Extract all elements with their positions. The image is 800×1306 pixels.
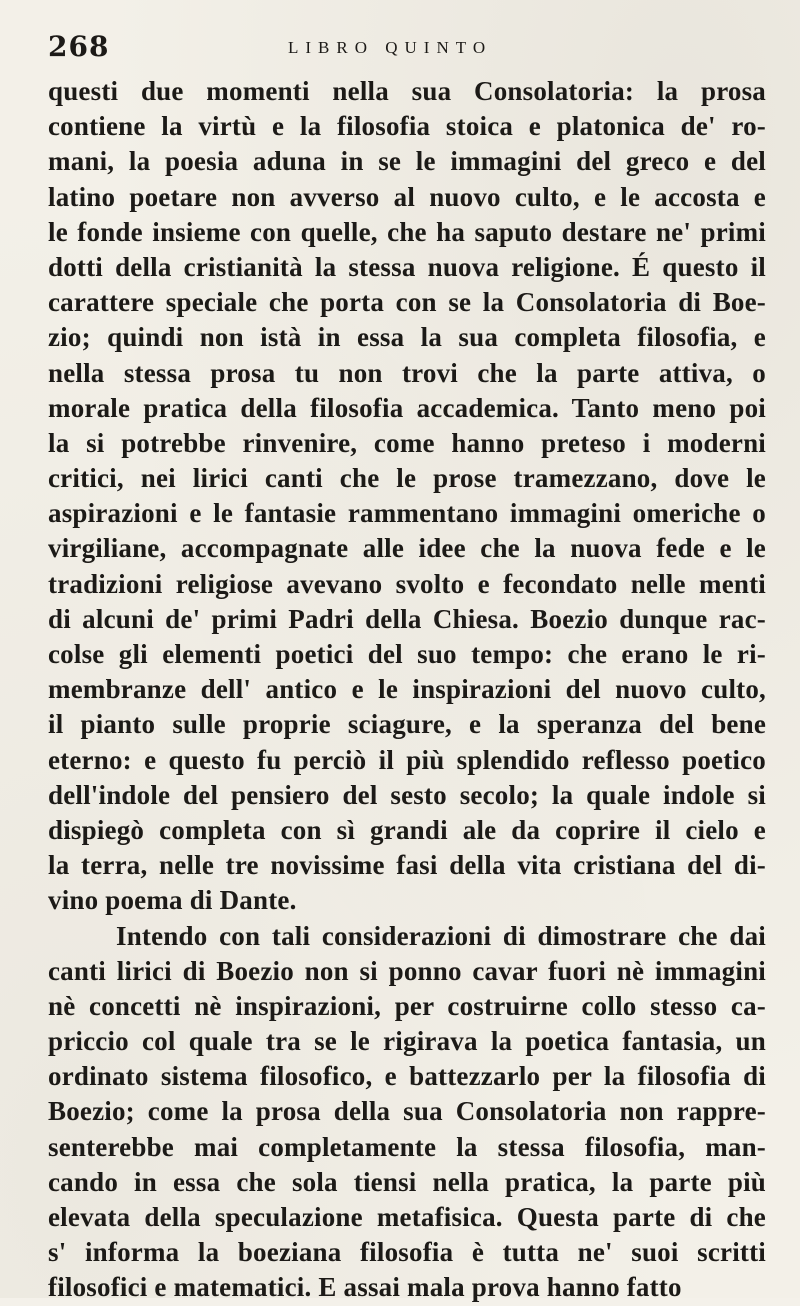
running-title: LIBRO QUINTO (288, 38, 493, 57)
paragraph (48, 919, 766, 1306)
paragraph (48, 74, 766, 919)
text-line: Boezio; come la prosa della sua Consolatoria non rappre- (48, 1096, 766, 1127)
text-line: tradizioni religiose avevano svolto e fecondato nelle menti (48, 568, 766, 599)
text-line: il pianto sulle proprie sciagure, e la speranza del bene (48, 709, 766, 740)
text-line: contiene la virtù e la filosofia stoica e platonica de' ro- (48, 111, 766, 142)
text-line: senterebbe mai completamente la stessa filosofia, man- (48, 1131, 766, 1162)
text-line: morale pratica della filosofia accademica. Tanto meno poi (48, 392, 766, 423)
text-line: filosofici e matematici. E assai mala prova hanno fatto (48, 1272, 682, 1303)
text-line: critici, nei lirici canti che le prose tramezzano, dove le (48, 463, 766, 494)
text-line: priccio col quale tra se le rigirava la poetica fantasia, un (48, 1026, 766, 1057)
text-line: le fonde insieme con quelle, che ha saputo destare ne' primi (48, 216, 766, 247)
text-line: dispiegò completa con sì grandi ale da coprire il cielo e (48, 814, 766, 845)
text-line: ordinato sistema filosofico, e battezzarlo per la filosofia di (48, 1061, 766, 1092)
text-line: canti lirici di Boezio non si ponno cavar fuori nè immagini (48, 955, 766, 986)
text-line: aspirazioni e le fantasie rammentano immagini omeriche o (48, 498, 766, 529)
text-line: latino poetare non avverso al nuovo culto, e le accosta e (48, 181, 766, 212)
body-text (48, 74, 766, 1306)
text-line: elevata della speculazione metafisica. Questa parte di che (48, 1202, 766, 1232)
text-line: la terra, nelle tre novissime fasi della vita cristiana del di- (48, 850, 766, 881)
text-line: s' informa la boeziana filosofia è tutta ne' suoi scritti (48, 1237, 766, 1268)
text-line: questi due momenti nella sua Consolatoria: la prosa (48, 76, 766, 106)
text-line: eterno: e questo fu perciò il più splendido reflesso poetico (48, 744, 766, 775)
text-line: mani, la poesia aduna in se le immagini del greco e del (48, 146, 766, 177)
text-line: la si potrebbe rinvenire, come hanno preteso i moderni (48, 427, 766, 458)
text-line: Intendo con tali considerazioni di dimostrare che dai (116, 920, 766, 951)
text-line: membranze dell' antico e le inspirazioni del nuovo culto, (48, 674, 766, 705)
text-line: carattere speciale che porta con se la Consolatoria di Boe- (48, 287, 766, 318)
text-line: vino poema di Dante. (48, 885, 297, 916)
text-line: dotti della cristianità la stessa nuova religione. É questo il (48, 251, 766, 282)
text-line: nè concetti nè inspirazioni, per costruirne collo stesso ca- (48, 990, 766, 1021)
text-line: colse gli elementi poetici del suo tempo: che erano le ri- (48, 639, 766, 669)
text-line: nella stessa prosa tu non trovi che la parte attiva, o (48, 357, 766, 388)
text-line: zio; quindi non istà in essa la sua completa filosofia, e (48, 322, 766, 353)
text-line: di alcuni de' primi Padri della Chiesa. Boezio dunque rac- (48, 603, 766, 634)
running-head (48, 30, 766, 74)
text-line: cando in essa che sola tiensi nella pratica, la parte più (48, 1166, 766, 1197)
text-line: virgiliane, accompagnate alle idee che la nuova fede e le (48, 533, 766, 564)
text-line: dell'indole del pensiero del sesto secolo; la quale indole si (48, 779, 766, 810)
page-number: 268 (48, 30, 110, 63)
